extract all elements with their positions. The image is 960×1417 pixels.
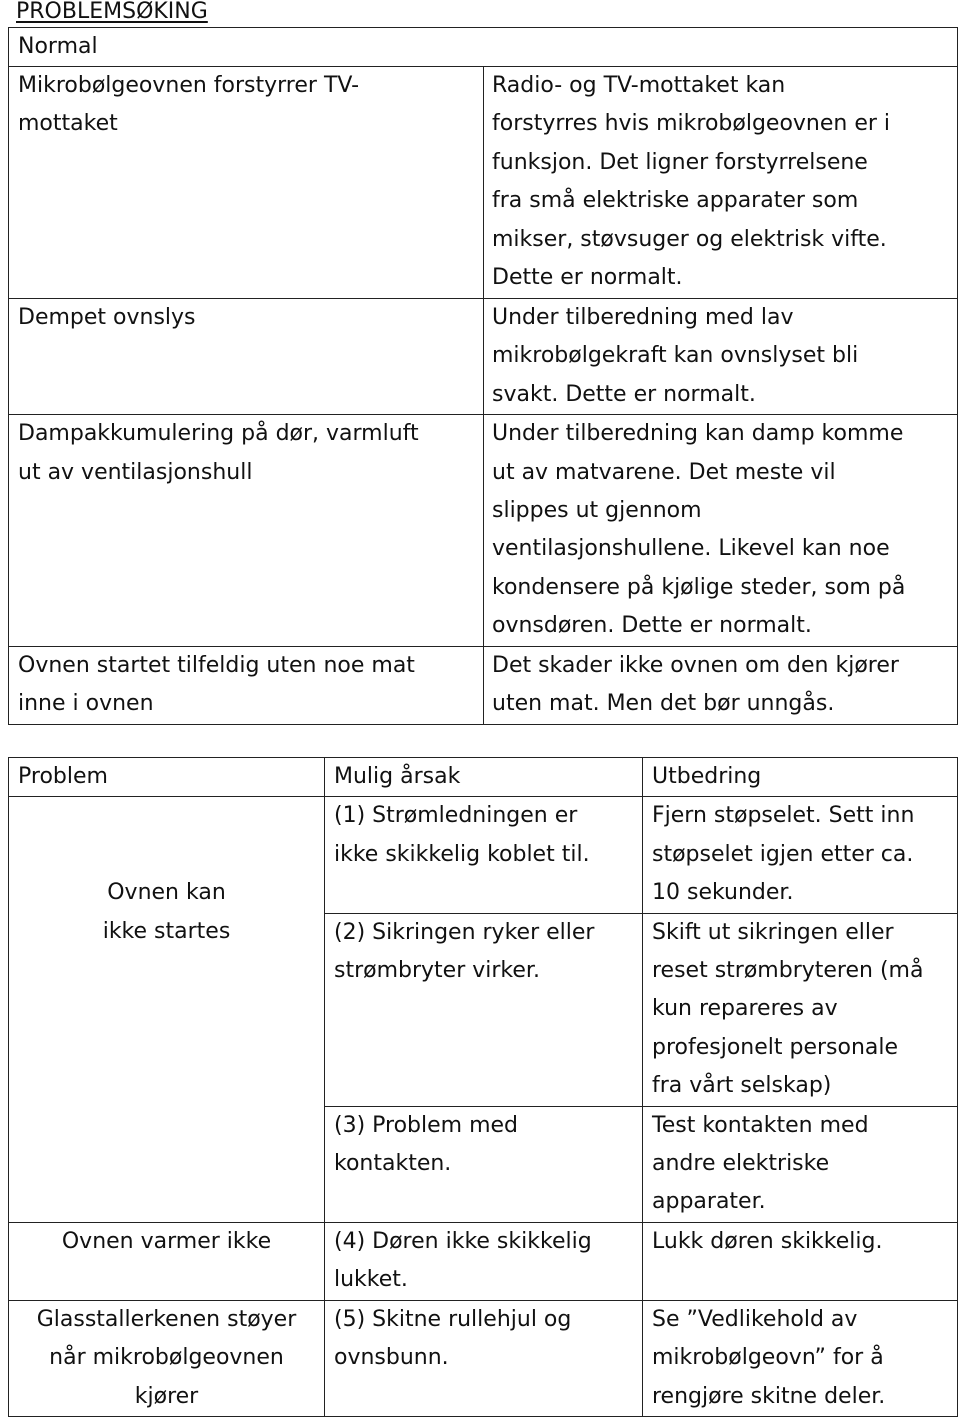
normal-title: Normal: [9, 28, 958, 67]
explanation-cell: Det skader ikke ovnen om den kjører uten mat. Men det bør unngås.: [484, 646, 958, 724]
table-row: [9, 415, 958, 646]
symptom-cell: Ovnen startet tilfeldig uten noe mat inne i ovnen: [9, 646, 484, 724]
fix-cell: Test kontakten med andre elektriske apparater.: [643, 1106, 958, 1222]
table-row: [9, 1300, 958, 1416]
table-row: [9, 797, 958, 913]
table-row: [9, 299, 958, 415]
table-row: [9, 1222, 958, 1300]
problem-cell: Ovnen varmer ikke: [9, 1222, 325, 1300]
cause-cell: (3) Problem med kontakten.: [325, 1106, 643, 1222]
cause-cell: (2) Sikringen ryker eller strømbryter virker.: [325, 913, 643, 1106]
header-cause: Mulig årsak: [325, 758, 643, 797]
symptom-cell: Mikrobølgeovnen forstyrrer TV- mottaket: [9, 67, 484, 299]
header-row: [9, 758, 958, 797]
fix-cell: Se ”Vedlikehold av mikrobølgeovn” for å rengjøre skitne deler.: [643, 1300, 958, 1416]
cause-cell: (1) Strømledningen er ikke skikkelig koblet til.: [325, 797, 643, 913]
fix-cell: Lukk døren skikkelig.: [643, 1222, 958, 1300]
troubleshooting-table: [8, 757, 958, 1417]
problem-cell: Ovnen kan ikke startes: [9, 797, 325, 1222]
explanation-cell: Radio- og TV-mottaket kan forstyrres hvis mikrobølgeovnen er i funksjon. Det ligner forstyrrelsene fra små elektriske apparater som mikser, støvsuger og elektrisk vifte. Dette er normalt.: [484, 67, 958, 299]
header-problem: Problem: [9, 758, 325, 797]
normal-conditions-table: [8, 27, 958, 725]
table-row: [9, 67, 958, 299]
explanation-cell: Under tilberedning kan damp komme ut av matvarene. Det meste vil slippes ut gjennom ventilasjonshullene. Likevel kan noe kondensere på kjølige steder, som på ovnsdøren. Dette er normalt.: [484, 415, 958, 646]
symptom-cell: Dempet ovnslys: [9, 299, 484, 415]
fix-cell: Fjern støpselet. Sett inn støpselet igjen etter ca. 10 sekunder.: [643, 797, 958, 913]
symptom-cell: Dampakkumulering på dør, varmluft ut av ventilasjonshull: [9, 415, 484, 646]
cause-cell: (4) Døren ikke skikkelig lukket.: [325, 1222, 643, 1300]
cause-cell: (5) Skitne rullehjul og ovnsbunn.: [325, 1300, 643, 1416]
table-row: [9, 646, 958, 724]
page-heading: PROBLEMSØKING: [16, 0, 208, 24]
explanation-cell: Under tilberedning med lav mikrobølgekraft kan ovnslyset bli svakt. Dette er normalt.: [484, 299, 958, 415]
fix-cell: Skift ut sikringen eller reset strømbryteren (må kun repareres av profesjonelt personale fra vårt selskap): [643, 913, 958, 1106]
problem-cell: Glasstallerkenen støyer når mikrobølgeovnen kjører: [9, 1300, 325, 1416]
header-fix: Utbedring: [643, 758, 958, 797]
